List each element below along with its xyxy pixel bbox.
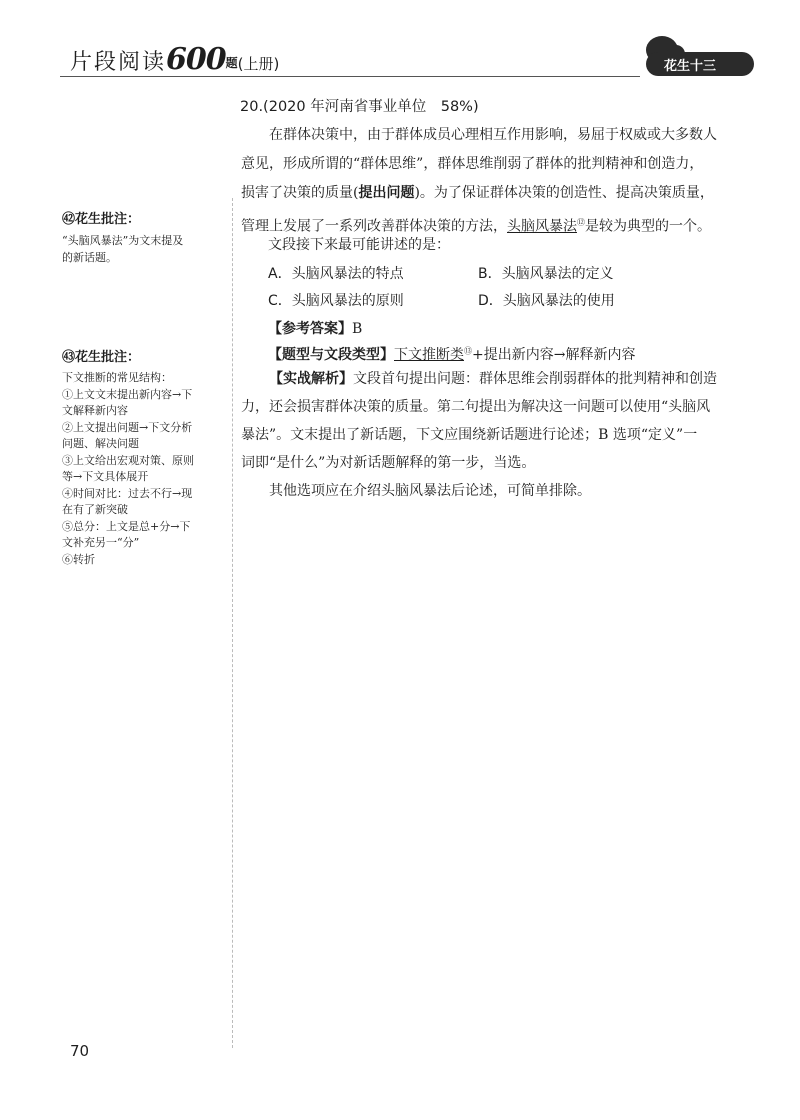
- answer-line: [268, 318, 362, 338]
- option-d: D．头脑风暴法的使用: [478, 293, 615, 309]
- passage-text: 损害了决策的质量(: [241, 185, 359, 201]
- question-heading: 20.(2020 年河南省事业单位 58%): [240, 99, 479, 115]
- note-42-line: 的新话题。: [62, 250, 117, 264]
- note-43-line: 问题、解决问题: [62, 437, 139, 450]
- logo-text: 花生十三: [664, 59, 717, 74]
- page-number: 70: [70, 1042, 90, 1060]
- passage-line: 意见，形成所谓的“群体思维”，群体思维削弱了群体的批判精神和创造力，: [241, 156, 704, 172]
- answer-label: 【参考答案】: [268, 321, 352, 337]
- book-title-volume: (上册): [237, 55, 280, 73]
- sidebar-note-43: [62, 346, 194, 568]
- note-43-line: ①上文文末提出新内容→下: [62, 387, 193, 401]
- header-rule: [60, 76, 640, 77]
- brand-logo: [640, 32, 758, 92]
- answer-value: B: [352, 321, 363, 337]
- sidebar-divider: [232, 198, 233, 1048]
- note-43-line: 文解释新内容: [62, 404, 128, 417]
- note-43-line: ④时间对比：过去不行→现: [62, 486, 193, 500]
- note-43-line: 下文推断的常见结构：: [62, 371, 172, 384]
- passage-line: [241, 179, 781, 208]
- analysis-line: [241, 365, 781, 393]
- book-title-number: 600: [166, 42, 226, 77]
- passage-text: 是较为典型的一个。: [585, 218, 711, 235]
- note-42-title: ㊷花生批注：: [62, 212, 141, 227]
- note-43-body: [62, 370, 194, 568]
- analysis-text: 文段首句提出问题：群体思维会削弱群体的批判精神和创造: [353, 371, 717, 387]
- option-c: C．头脑风暴法的原则: [268, 293, 404, 309]
- book-title: [70, 42, 279, 77]
- note-43-line: 等→下文具体展开: [62, 470, 149, 483]
- note-43-title: ㊸花生批注：: [62, 350, 141, 365]
- question-prompt: 文段接下来最可能讲述的是：: [268, 237, 450, 253]
- analysis-block: [241, 365, 781, 505]
- analysis-line: 其他选项应在介绍头脑风暴法后论述，可简单排除。: [269, 483, 591, 499]
- passage-keyword: 头脑风暴法: [507, 218, 577, 235]
- note-42-body: [62, 233, 183, 266]
- note-43-line: 在有了新突破: [62, 503, 128, 516]
- note-43-line: ③上文给出宏观对策、原则: [62, 453, 194, 467]
- analysis-line: 词即“是什么”为对新话题解释的第一步，当选。: [241, 455, 536, 471]
- option-a: A．头脑风暴法的特点: [268, 266, 404, 282]
- analysis-line: 暴法”。文末提出了新话题，下文应围绕新话题进行论述；B 选项“定义”一: [241, 427, 698, 443]
- question-type-label: 【题型与文段类型】: [268, 347, 394, 363]
- book-title-prefix: 片段阅读: [70, 50, 167, 75]
- question-type-line: [268, 344, 635, 364]
- question-passage: [241, 121, 781, 242]
- analysis-line: 力，还会损害群体决策的质量。第二句提出为解决这一问题可以使用“头脑风: [241, 399, 711, 415]
- passage-text: )。为了保证群体决策的创造性、提高决策质量，: [414, 185, 714, 201]
- question-type-rest: +提出新内容→解释新内容: [472, 347, 636, 363]
- analysis-label: 【实战解析】: [269, 371, 353, 387]
- note-marker-43: ⑬: [464, 346, 472, 356]
- sidebar-note-42: [62, 208, 183, 266]
- passage-text: 管理上发展了一系列改善群体决策的方法，: [241, 218, 507, 235]
- note-43-line: ②上文提出问题→下文分析: [62, 420, 193, 434]
- note-43-line: 文补充另一“分”: [62, 536, 140, 549]
- passage-line: 在群体决策中，由于群体成员心理相互作用影响，易屈于权威或大多数人: [269, 127, 717, 143]
- option-b: B．头脑风暴法的定义: [478, 266, 614, 282]
- passage-emphasis: 提出问题: [358, 185, 415, 201]
- question-type-value: 下文推断类: [394, 347, 464, 363]
- note-43-line: ⑥转折: [62, 552, 95, 566]
- book-title-suffix: 题: [225, 56, 238, 70]
- note-43-line: ⑤总分：上文是总+分→下: [62, 519, 191, 533]
- note-42-line: “头脑风暴法”为文末提及: [62, 234, 184, 247]
- note-marker-42: ⑫: [577, 218, 585, 227]
